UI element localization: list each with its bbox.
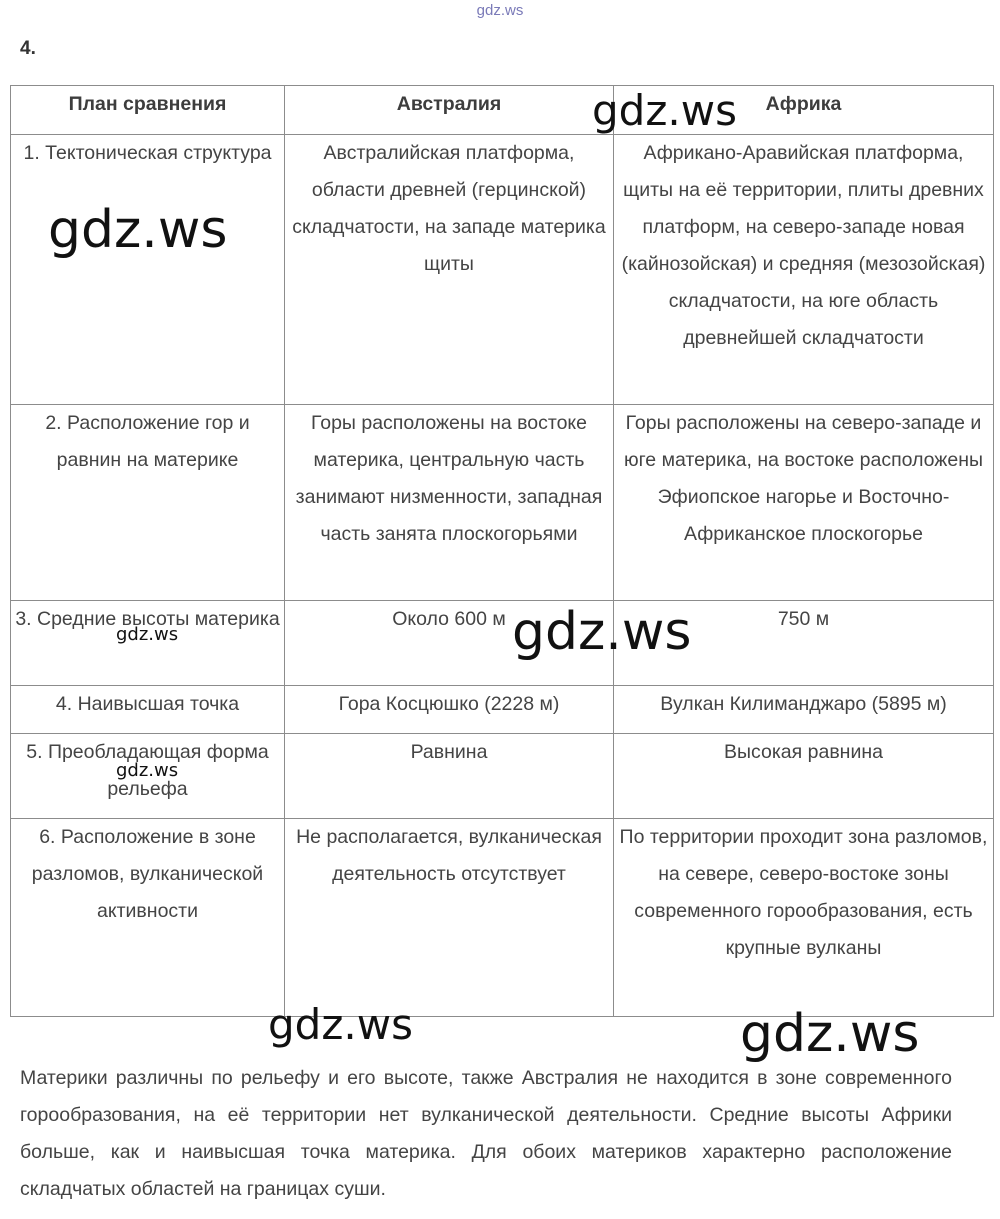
- conclusion-text: Материки различны по рельефу и его высоте, также Австралия не находится в зоне современного горообразования, на её территории нет вулканической деятельности. Средние высоты Африки больше, как и наивысшая точка материка. Для обоих материков характерно расположение складчатых областей на границах суши.: [20, 1067, 952, 1200]
- table-row: [11, 819, 994, 1017]
- header-australia: Австралия: [285, 86, 614, 135]
- table-row: [11, 686, 994, 734]
- watermark: gdz.ws: [512, 602, 692, 662]
- cell-australia: Не располагается, вулканическая деятельность отсутствует: [285, 819, 614, 1017]
- table-row: [11, 135, 994, 405]
- cell-australia: Гора Косцюшко (2228 м): [285, 686, 614, 734]
- cell-africa: Высокая равнина: [614, 734, 994, 819]
- cell-africa: 750 м: [614, 601, 994, 686]
- cell-plan: 3. Средние высоты материка: [11, 601, 285, 686]
- table-header-row: [11, 86, 994, 135]
- cell-plan: 6. Расположение в зоне разломов, вулканической активности: [11, 819, 285, 1017]
- cell-africa: По территории проходит зона разломов, на севере, северо-востоке зоны современного горообразования, есть крупные вулканы: [614, 819, 994, 1017]
- cell-australia: Австралийская платформа, области древней (герцинской) складчатости, на западе материка щиты: [285, 135, 614, 405]
- table-row: [11, 405, 994, 601]
- watermark: gdz.ws: [116, 760, 179, 781]
- task-number: 4.: [20, 38, 36, 59]
- cell-plan: 4. Наивысшая точка: [11, 686, 285, 734]
- cell-australia: Горы расположены на востоке материка, центральную часть занимают низменности, западная часть занята плоскогорьями: [285, 405, 614, 601]
- cell-plan: 2. Расположение гор и равнин на материке: [11, 405, 285, 601]
- cell-plan: 5. Преобладающая форма рельефа: [11, 734, 285, 819]
- watermark: gdz.ws: [116, 624, 179, 645]
- comparison-table: [10, 85, 994, 1017]
- table-row: [11, 734, 994, 819]
- cell-australia: Равнина: [285, 734, 614, 819]
- watermark: gdz.ws: [740, 1004, 920, 1064]
- top-watermark: gdz.ws: [476, 2, 524, 19]
- cell-africa: Вулкан Килиманджаро (5895 м): [614, 686, 994, 734]
- cell-plan: 1. Тектоническая структура: [11, 135, 285, 405]
- watermark: gdz.ws: [268, 1000, 413, 1049]
- watermark: gdz.ws: [592, 86, 737, 135]
- cell-africa: Африкано-Аравийская платформа, щиты на её территории, плиты древних платформ, на северо-западе новая (кайнозойская) и средняя (мезозойская) складчатости, на юге область древнейшей складчатости: [614, 135, 994, 405]
- cell-australia: Около 600 м: [285, 601, 614, 686]
- header-plan: План сравнения: [11, 86, 285, 135]
- header-africa: Африка: [614, 86, 994, 135]
- cell-africa: Горы расположены на северо-западе и юге материка, на востоке расположены Эфиопское нагорье и Восточно-Африканское плоскогорье: [614, 405, 994, 601]
- watermark: gdz.ws: [48, 200, 228, 260]
- table-row: [11, 601, 994, 686]
